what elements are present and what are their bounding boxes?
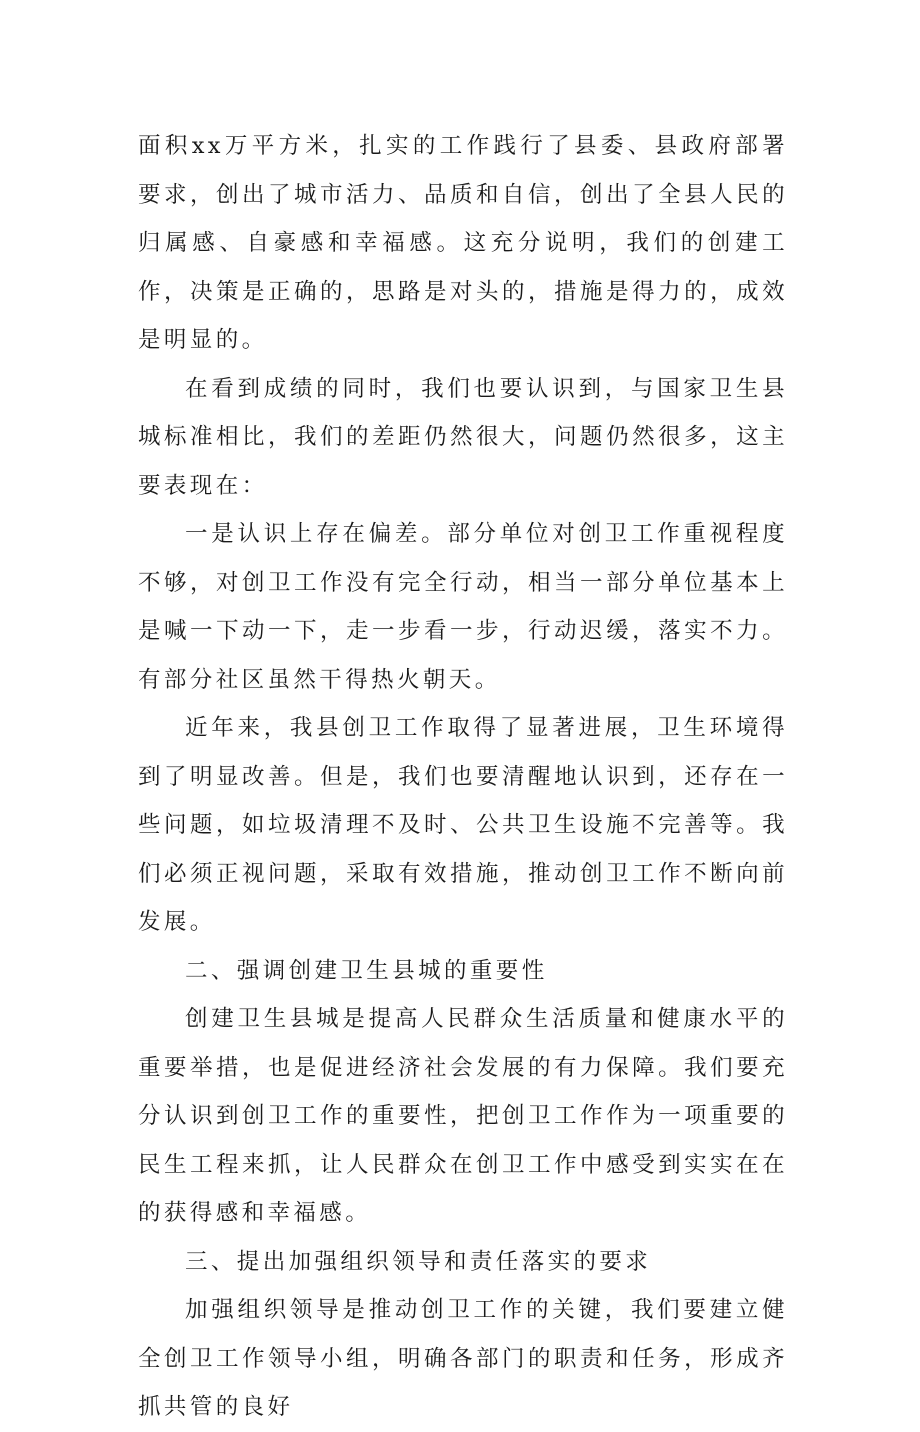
section-heading-importance: 二、强调创建卫生县城的重要性	[185, 957, 548, 984]
paragraph-progress: 近年来，我县创卫工作取得了显著进展，卫生环境得到了明显改善。但是，我们也要清醒地认识到，还存在一些问题，如垃圾清理不及时、公共卫生设施不完善等。我们必须正视问题，采取有效措施，推动创卫工作不断向前发展。	[138, 715, 788, 935]
paragraph-issue-one: 一是认识上存在偏差。部分单位对创卫工作重视程度不够，对创卫工作没有完全行动，相当一部分单位基本上是喊一下动一下，走一步看一步，行动迟缓，落实不力。有部分社区虽然干得热火朝天。	[138, 521, 788, 693]
document-page	[138, 122, 788, 1432]
paragraph-continuation: 面积xx万平方米，扎实的工作践行了县委、县政府部署要求，创出了城市活力、品质和自信，创出了全县人民的归属感、自豪感和幸福感。这充分说明，我们的创建工作，决策是正确的，思路是对头的，措施是得力的，成效是明显的。	[138, 133, 788, 353]
paragraph-importance: 创建卫生县城是提高人民群众生活质量和健康水平的重要举措，也是促进经济社会发展的有力保障。我们要充分认识到创卫工作的重要性，把创卫工作作为一项重要的民生工程来抓，让人民群众在创卫工作中感受到实实在在的获得感和幸福感。	[138, 1006, 788, 1226]
section-heading-leadership: 三、提出加强组织领导和责任落实的要求	[185, 1248, 652, 1275]
paragraph-leadership: 加强组织领导是推动创卫工作的关键，我们要建立健全创卫工作领导小组，明确各部门的职责和任务，形成齐抓共管的良好	[138, 1297, 788, 1420]
paragraph-gap-intro: 在看到成绩的同时，我们也要认识到，与国家卫生县城标准相比，我们的差距仍然很大，问题仍然很多，这主要表现在：	[138, 375, 788, 499]
